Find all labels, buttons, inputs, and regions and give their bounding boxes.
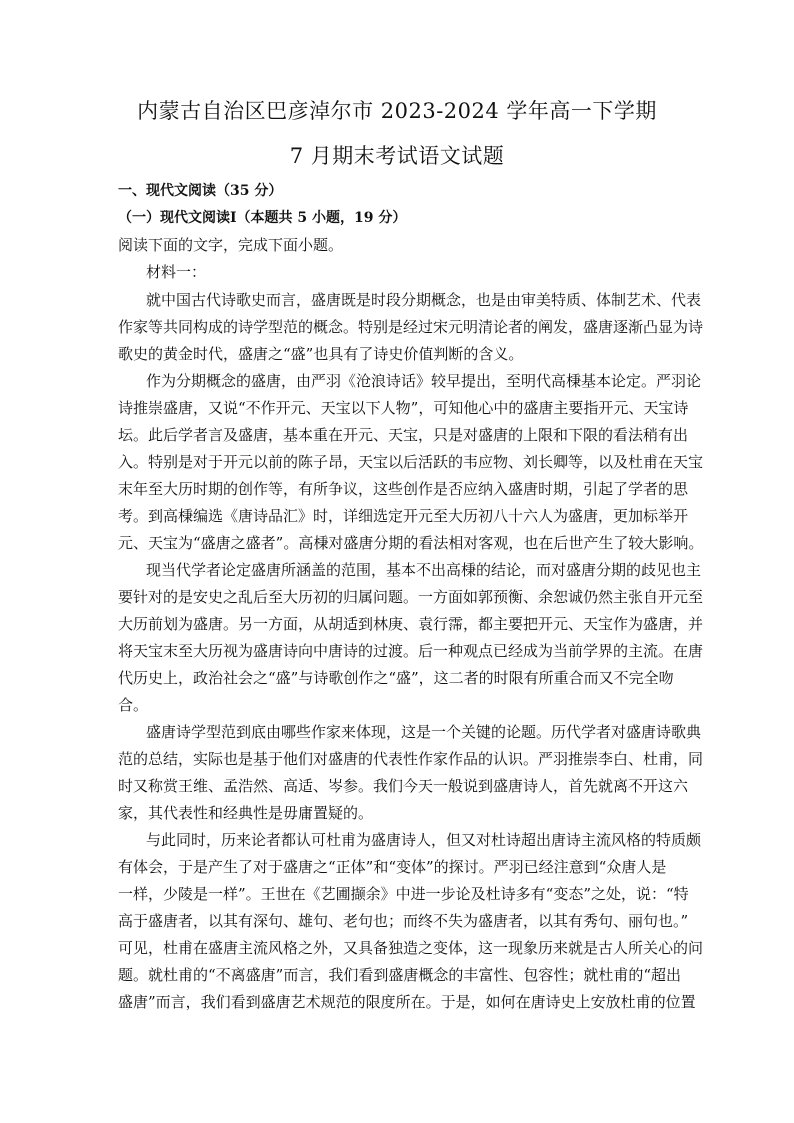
section-subheading: （一）现代文阅读Ⅰ（本题共 5 小题，19 分）	[118, 210, 407, 226]
body-line: 就中国古代诗歌史而言，盛唐既是时段分期概念，也是由审美特质、体制艺术、代表	[146, 291, 702, 309]
body-line: 高于盛唐者，以其有深句、雄句、老句也；而终不失为盛唐者，以其有秀句、丽句也。”	[118, 912, 689, 930]
body-line: 合。	[118, 696, 149, 714]
page-title-line1: 内蒙古自治区巴彦淖尔市 2023-2024 学年高一下学期	[137, 99, 657, 123]
body-line: 家，其代表性和经典性是毋庸置疑的。	[118, 804, 374, 822]
body-line: 考。到高棅编选《唐诗品汇》时，详细选定开元至大历初八十六人为盛唐，更加标举开	[118, 507, 689, 525]
body-line: 盛唐诗学型范到底由哪些作家来体现，这是一个关键的论题。历代学者对盛唐诗歌典	[146, 723, 702, 741]
body-line: 一样，少陵是一样”。王世在《艺圃撷余》中进一步论及杜诗多有“变态”之处，说：“特	[118, 885, 689, 903]
body-line: 时又称赏王维、孟浩然、高适、岑参。我们今天一般说到盛唐诗人，首先就离不开这六	[118, 777, 689, 795]
body-line: 坛。此后学者言及盛唐，基本重在开元、天宝，只是对盛唐的上限和下限的看法稍有出	[118, 426, 689, 444]
body-line: 末年至大历时期的创作等，有所争议，这些创作是否应纳入盛唐时期，引起了学者的思	[118, 480, 689, 498]
body-line: 代历史上，政治社会之“盛”与诗歌创作之“盛”，这二者的时限有所重合而又不完全吻	[118, 669, 674, 687]
body-line: 可见，杜甫在盛唐主流风格之外，又具备独造之变体，这一现象历来就是古人所关心的问	[118, 939, 704, 957]
body-line: 题。就杜甫的“不离盛唐”而言，我们看到盛唐概念的丰富性、包容性；就杜甫的“超出	[118, 966, 682, 984]
body-line: 歌史的黄金时代，盛唐之“盛”也具有了诗史价值判断的含义。	[118, 345, 524, 363]
body-line: 元、天宝为“盛唐之盛者”。高棅对盛唐分期的看法相对客观，也在后世产生了较大影响。	[118, 534, 704, 552]
body-line: 作为分期概念的盛唐，由严羽《沧浪诗话》较早提出，至明代高棅基本论定。严羽论	[146, 372, 702, 390]
instruction-text: 阅读下面的文字，完成下面小题。	[118, 236, 344, 254]
body-line: 现当代学者论定盛唐所涵盖的范围，基本不出高棅的结论，而对盛唐分期的歧见也主	[146, 561, 702, 579]
section-heading: 一、现代文阅读（35 分）	[118, 183, 283, 199]
body-line: 范的总结，实际也是基于他们对盛唐的代表性作家作品的认识。严羽推崇李白、杜甫，同	[118, 750, 704, 768]
material-label: 材料一：	[146, 263, 207, 281]
body-line: 要针对的是安史之乱后至大历初的归属问题。一方面如郭预衡、余恕诚仍然主张自开元至	[118, 588, 704, 606]
body-line: 盛唐”而言，我们看到盛唐艺术规范的限度所在。于是，如何在唐诗史上安放杜甫的位置	[118, 993, 696, 1011]
body-line: 与此同时，历来论者都认可杜甫为盛唐诗人，但又对杜诗超出唐诗主流风格的特质颇	[146, 831, 702, 849]
body-line: 入。特别是对于开元以前的陈子昂，天宝以后活跃的韦应物、刘长卿等，以及杜甫在天宝	[118, 453, 704, 471]
body-line: 有体会，于是产生了对于盛唐之“正体”和“变体”的探讨。严羽已经注意到“众唐人是	[118, 858, 667, 876]
body-line: 大历前划为盛唐。另一方面，从胡适到林庚、袁行霈，都主要把开元、天宝作为盛唐，并	[118, 615, 704, 633]
page-title-line2: 7 月期末考试语文试题	[289, 144, 505, 168]
body-line: 诗推崇盛唐，又说“不作开元、天宝以下人物”，可知他心中的盛唐主要指开元、天宝诗	[118, 399, 689, 417]
body-line: 将天宝末至大历视为盛唐诗向中唐诗的过渡。后一种观点已经成为当前学界的主流。在唐	[118, 642, 704, 660]
body-line: 作家等共同构成的诗学型范的概念。特别是经过宋元明清论者的阐发，盛唐逐渐凸显为诗	[118, 318, 704, 336]
